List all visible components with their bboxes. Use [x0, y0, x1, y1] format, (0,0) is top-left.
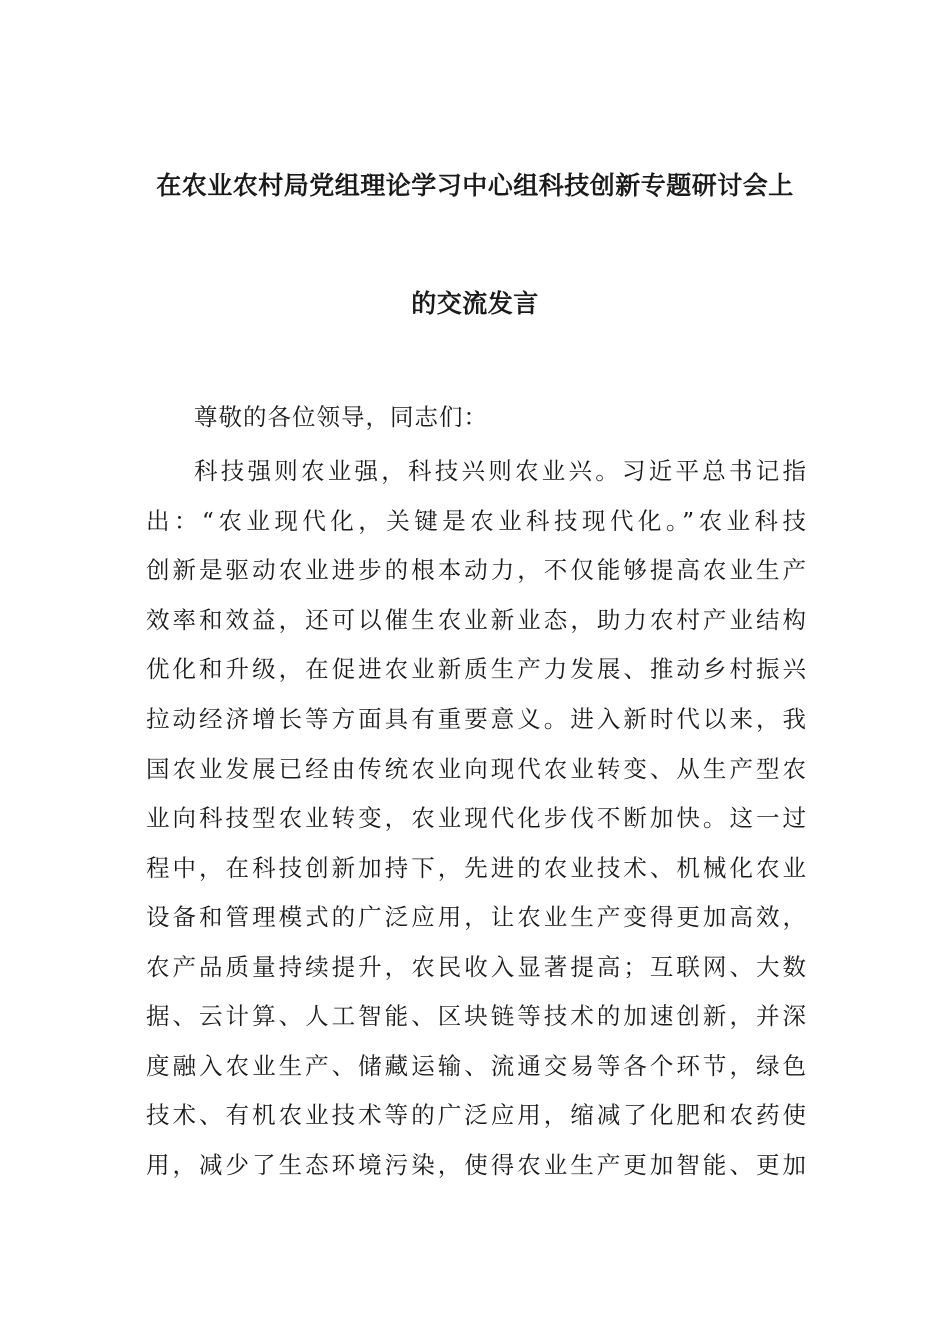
- body-line: 度融入农业生产、储藏运输、流通交易等各个环节，绿色: [146, 1052, 806, 1080]
- body-line: 设备和管理模式的广泛应用，让农业生产变得更加高效，: [146, 903, 806, 931]
- body-line: 技术、有机农业技术等的广泛应用，缩减了化肥和农药使: [146, 1101, 806, 1129]
- salutation: 尊敬的各位领导，同志们：: [194, 403, 488, 431]
- body-line: 科技强则农业强，科技兴则农业兴。习近平总书记指: [194, 457, 806, 485]
- body-line: 据、云计算、人工智能、区块链等技术的加速创新，并深: [146, 1002, 806, 1030]
- body-line: 国农业发展已经由传统农业向现代农业转变、从生产型农: [146, 755, 806, 783]
- body-line: 优化和升级，在促进农业新质生产力发展、推动乡村振兴: [146, 655, 806, 683]
- body-line: 业向科技型农业转变，农业现代化步伐不断加快。这一过: [146, 804, 806, 832]
- document-title-line-2: 的交流发言: [411, 289, 539, 318]
- body-line: 程中，在科技创新加持下，先进的农业技术、机械化农业: [146, 854, 806, 882]
- body-line: 效率和效益，还可以催生农业新业态，助力农村产业结构: [146, 606, 806, 634]
- body-line: 创新是驱动农业进步的根本动力，不仅能够提高农业生产: [146, 556, 806, 584]
- body-line: 出：“农业现代化，关键是农业科技现代化。”农业科技: [146, 507, 806, 535]
- document-title-line-1: 在农业农村局党组理论学习中心组科技创新专题研讨会上: [156, 171, 794, 200]
- body-line: 用，减少了生态环境污染，使得农业生产更加智能、更加: [146, 1151, 806, 1179]
- body-line: 拉动经济增长等方面具有重要意义。进入新时代以来，我: [146, 705, 806, 733]
- body-line: 农产品质量持续提升，农民收入显著提高；互联网、大数: [146, 953, 806, 981]
